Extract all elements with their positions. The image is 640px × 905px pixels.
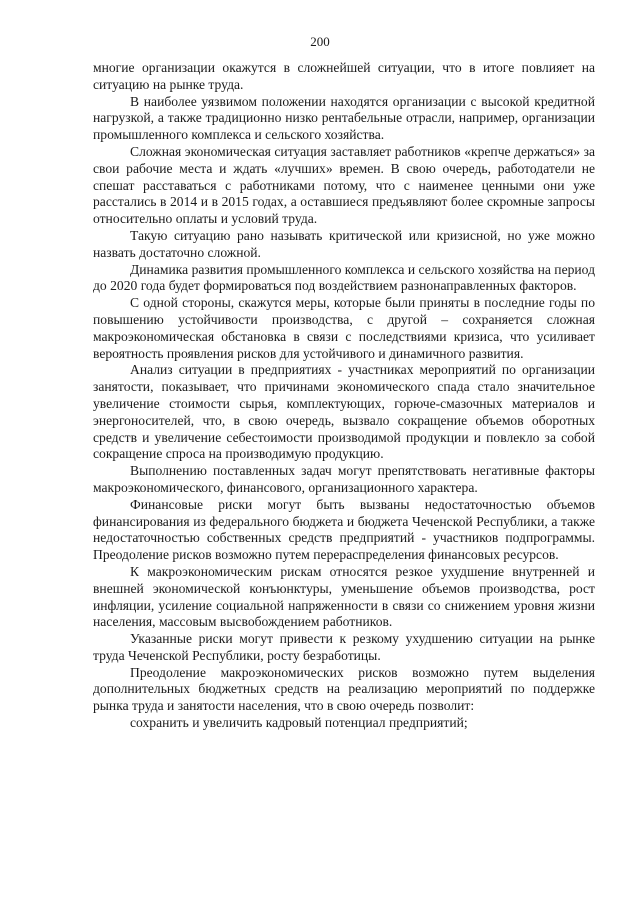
paragraph-risk-mitigation: Преодоление макроэкономических рисков возможно путем выделения дополнительных бюджетных средств на реализацию мероприятий по поддержке рынка труда и занятости населения, что в свою очередь позволит: bbox=[93, 664, 595, 714]
paragraph-economic-situation: Сложная экономическая ситуация заставляет работников «крепче держаться» за свои рабочие места и ждать «лучших» времен. В свою очередь, работодатели не спешат расставаться с работниками потому, что с наименее ценными они уже расстались в 2014 и в 2015 годах, а оставшиеся предъявляют более скромные запросы относительно оплаты и условий труда. bbox=[93, 143, 595, 227]
paragraph-macroeconomic-risks: К макроэкономическим рискам относятся резкое ухудшение внутренней и внешней экономической конъюнктуры, уменьшение объемов производства, рост инфляции, усиление социальной напряженности в связи со снижением уровня жизни населения, массовым высвобождением работников. bbox=[93, 563, 595, 630]
paragraph-situation-assessment: Такую ситуацию рано называть критической или кризисной, но уже можно назвать достаточно сложной. bbox=[93, 227, 595, 260]
paragraph-vulnerable-organizations: В наиболее уязвимом положении находятся организации с высокой кредитной нагрузкой, а также традиционно низко рентабельные отрасли, например, организации промышленного комплекса и сельского хозяйства. bbox=[93, 93, 595, 143]
body-text bbox=[93, 60, 595, 732]
paragraph-measures-and-risks: С одной стороны, скажутся меры, которые были приняты в последние годы по повышению устойчивости производства, с другой – сохраняется сложная макроэкономическая обстановка в связи с последствиями кризиса, что усиливает вероятность проявления рисков для устойчивого и динамичного развития. bbox=[93, 295, 595, 361]
paragraph-enterprise-analysis: Анализ ситуации в предприятиях - участниках мероприятий по организации занятости, показывает, что причинами экономического спада стало значительное увеличение стоимости сырья, комплектующих, горюче-смазочных материалов и энергоносителей, что, в свою очередь, вызвало сокращение объемов оборотных средств и увеличение себестоимости производимой продукции и повлекло за собой сокращение спроса на производимую продукцию. bbox=[93, 362, 595, 462]
page-number: 200 bbox=[310, 34, 330, 49]
paragraph-negative-factors: Выполнению поставленных задач могут препятствовать негативные факторы макроэкономического, финансового, организационного характера. bbox=[93, 463, 595, 495]
paragraph-list-item: сохранить и увеличить кадровый потенциал предприятий; bbox=[130, 715, 468, 731]
paragraph-development-dynamics: Динамика развития промышленного комплекса и сельского хозяйства на период до 2020 года будет формироваться под воздействием разнонаправленных факторов. bbox=[93, 261, 595, 294]
paragraph-labor-market-impact: Указанные риски могут привести к резкому ухудшению ситуации на рынке труда Чеченской Республики, росту безработицы. bbox=[93, 631, 595, 663]
paragraph-financial-risks: Финансовые риски могут быть вызваны недостаточностью объемов финансирования из федерального бюджета и бюджета Чеченской Республики, а также недостаточностью собственных средств предприятий - участников подпрограммы. Преодоление рисков возможно путем перераспределения финансовых ресурсов. bbox=[93, 496, 595, 563]
paragraph-continuation: многие организации окажутся в сложнейшей ситуации, что в итоге повлияет на ситуацию на рынке труда. bbox=[93, 60, 595, 92]
